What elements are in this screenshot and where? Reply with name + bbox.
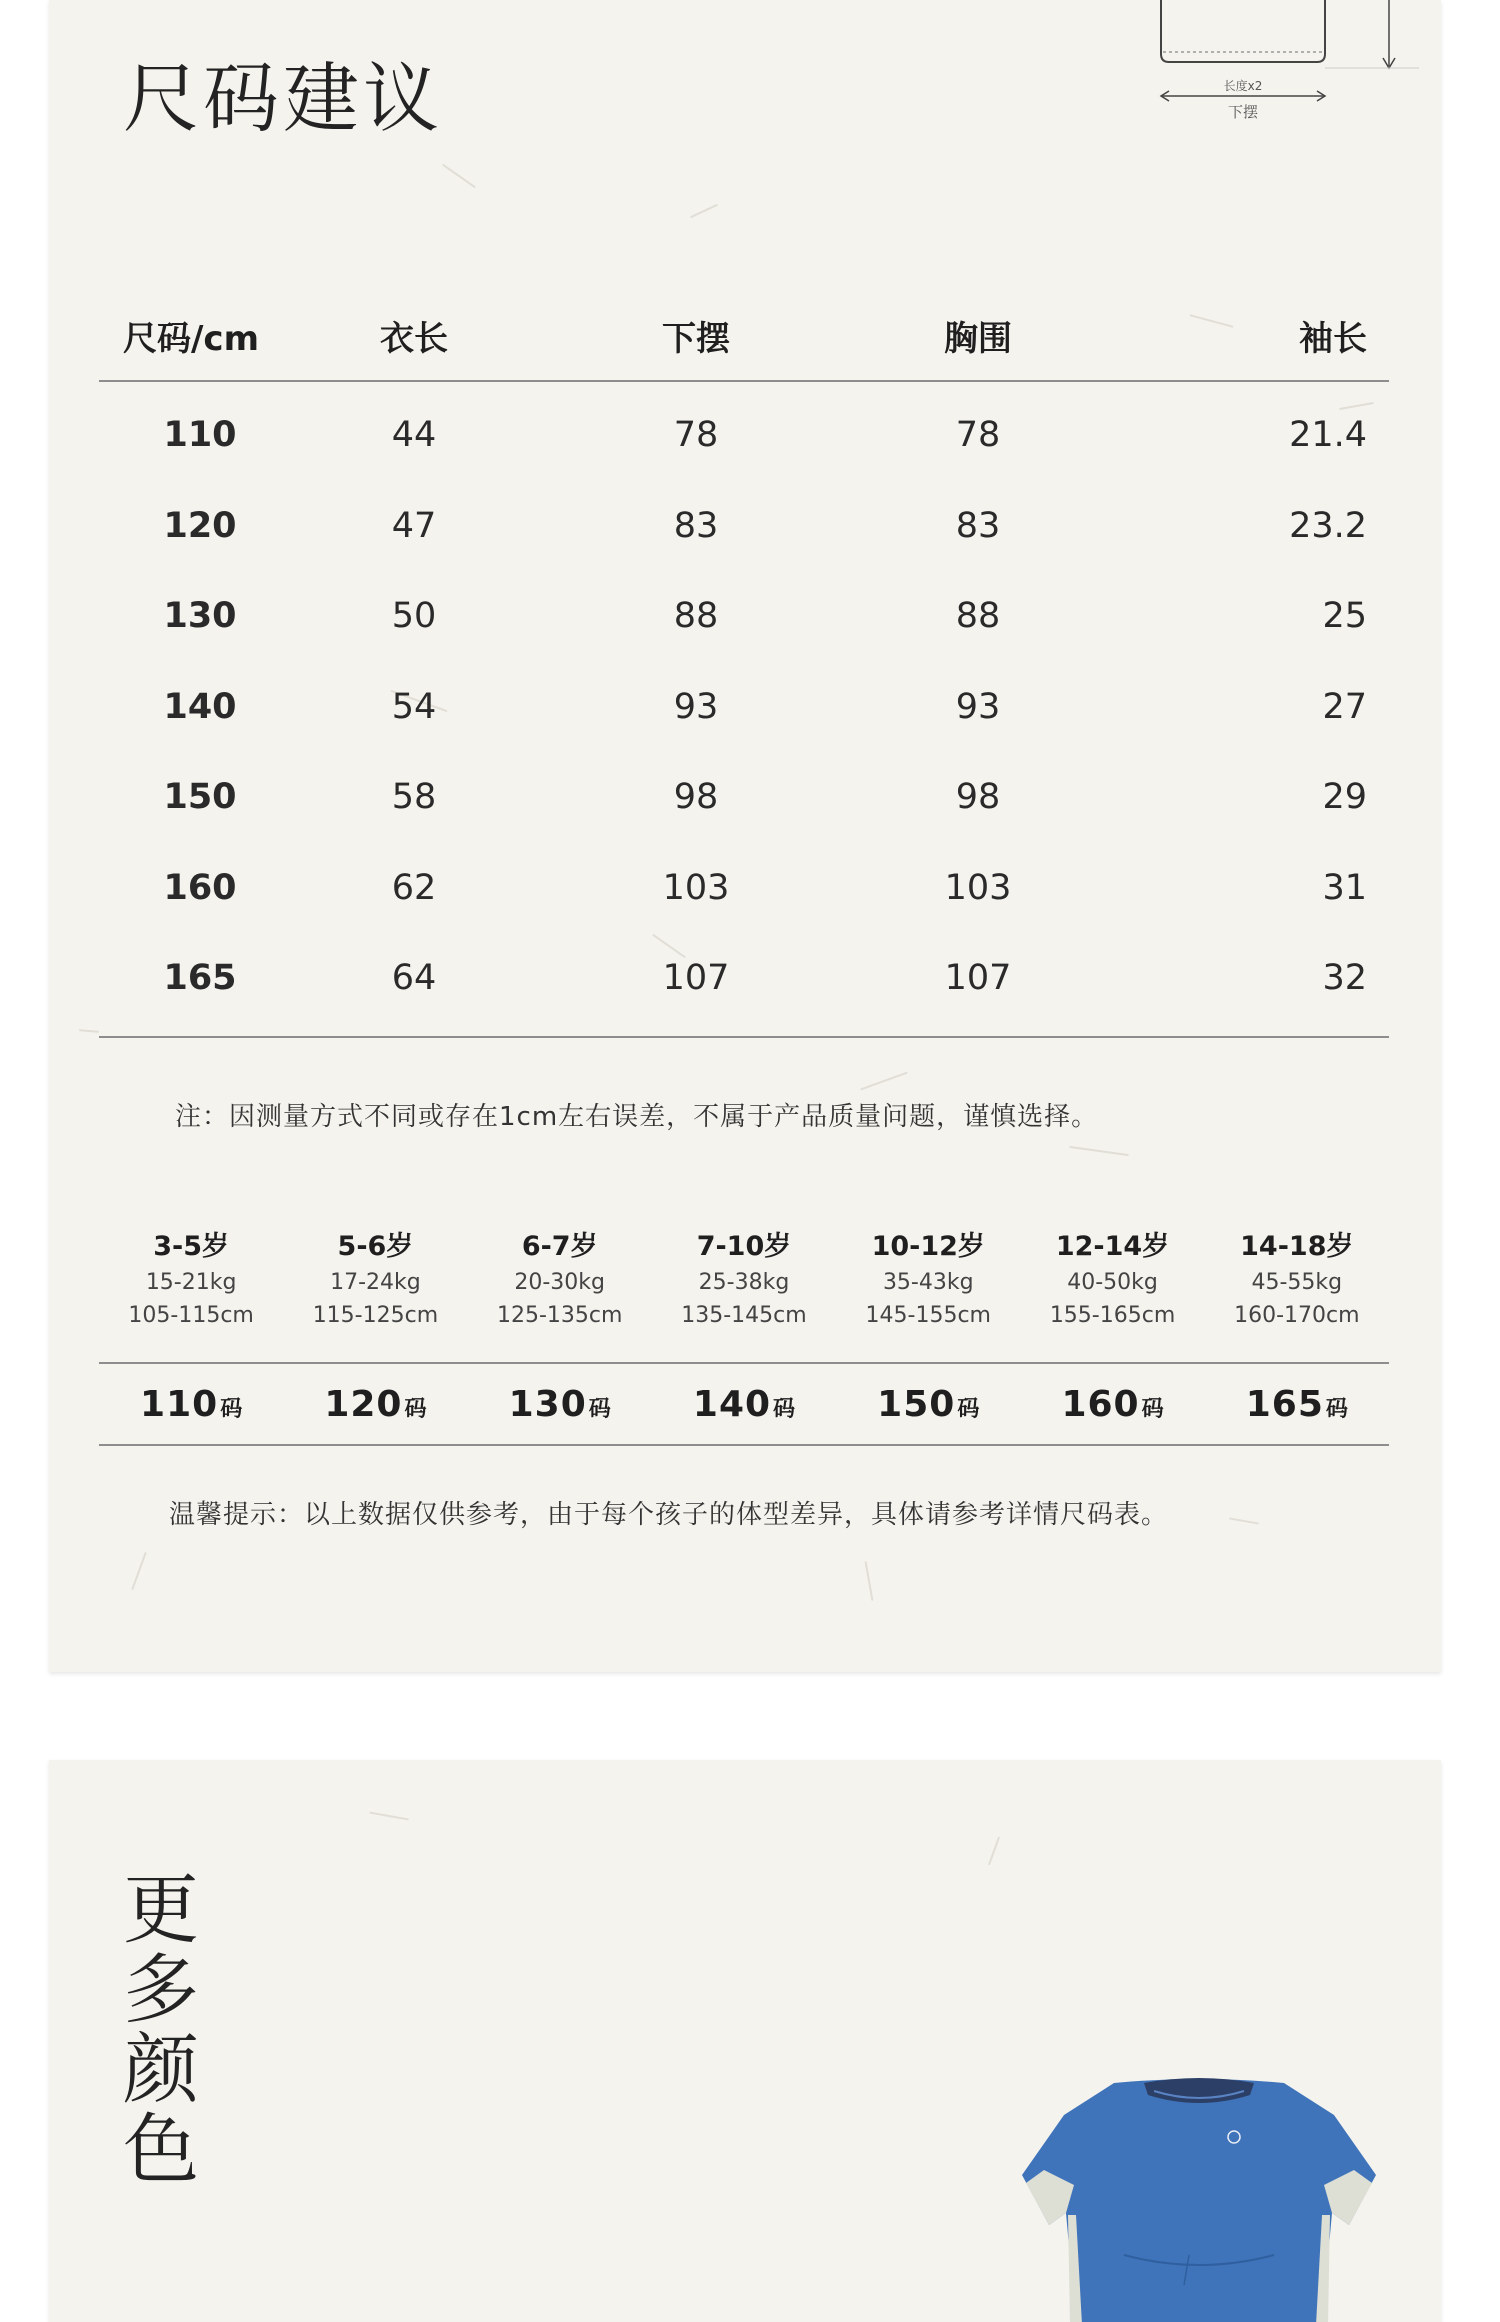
measurement-note: 注：因测量方式不同或存在1cm左右误差，不属于产品质量问题，谨慎选择。: [175, 1102, 1099, 1132]
size-cell: 165: [163, 958, 237, 999]
weight-range: 15-21kg: [145, 1270, 237, 1295]
measure-cell: 47: [391, 505, 437, 546]
hem-measure-label: 长度x2: [1223, 79, 1263, 93]
header-hem: 下摆: [662, 318, 730, 359]
measure-cell: 58: [391, 777, 437, 818]
header-size: 尺码/cm: [123, 318, 259, 359]
size-cell: 130: [163, 596, 237, 637]
size-value: 160: [1061, 1383, 1140, 1425]
measure-cell: 31: [1322, 867, 1367, 908]
age-column: [468, 1210, 652, 1362]
age-range: 6-7岁: [521, 1231, 598, 1262]
size-table-header: [99, 290, 1389, 382]
page-title: 尺码建议: [123, 54, 443, 143]
measure-cell: 78: [673, 415, 719, 456]
height-range: 125-135cm: [496, 1303, 623, 1328]
recommended-size: [1205, 1384, 1389, 1425]
recommended-size: [468, 1384, 652, 1425]
age-range: 14-18岁: [1240, 1231, 1354, 1262]
measure-cell: 23.2: [1289, 505, 1367, 546]
size-table-row: [99, 571, 1389, 662]
measure-cell: 27: [1322, 686, 1367, 727]
height-range: 145-155cm: [865, 1303, 991, 1328]
header-sleeve: 袖长: [1299, 318, 1367, 359]
size-value: 130: [508, 1383, 587, 1425]
age-range: 12-14岁: [1055, 1231, 1170, 1262]
age-column: [283, 1210, 467, 1362]
size-unit: 码: [957, 1396, 980, 1422]
age-range: 3-5岁: [153, 1231, 230, 1262]
age-range: 10-12岁: [871, 1231, 985, 1262]
recommended-size: [652, 1384, 836, 1425]
hem-label: 下摆: [1227, 103, 1259, 121]
height-range: 135-145cm: [681, 1303, 807, 1328]
measure-cell: 88: [673, 596, 719, 637]
size-guide-panel: [49, 0, 1441, 1672]
size-cell: 110: [163, 415, 237, 456]
weight-range: 20-30kg: [514, 1270, 606, 1295]
age-range: 7-10岁: [696, 1231, 792, 1262]
age-column: [836, 1210, 1020, 1362]
weight-range: 17-24kg: [330, 1270, 421, 1295]
weight-range: 45-55kg: [1251, 1270, 1343, 1295]
size-unit: 码: [404, 1396, 427, 1422]
size-table-row: [99, 662, 1389, 753]
size-table-row: [99, 390, 1389, 481]
size-unit: 码: [220, 1396, 243, 1422]
garment-measure-diagram: [1089, 0, 1429, 130]
height-range: 160-170cm: [1234, 1303, 1360, 1328]
measure-cell: 93: [673, 686, 719, 727]
size-table-row: [99, 481, 1389, 572]
measure-cell: 54: [391, 686, 437, 727]
size-value: 140: [692, 1383, 772, 1425]
size-table-row: [99, 843, 1389, 934]
title-char: 多: [123, 1945, 199, 2034]
age-column: [652, 1210, 836, 1362]
measure-cell: 25: [1322, 596, 1367, 637]
size-cell: 140: [163, 686, 237, 727]
size-cell: 150: [163, 777, 237, 818]
measure-cell: 64: [391, 958, 437, 999]
measure-cell: 29: [1322, 777, 1367, 818]
recommended-size: [836, 1384, 1020, 1425]
recommended-size: [283, 1384, 467, 1425]
weight-range: 40-50kg: [1067, 1270, 1158, 1295]
title-char: 色: [123, 2105, 199, 2194]
size-table-row: [99, 933, 1389, 1024]
weight-range: 35-43kg: [882, 1270, 974, 1295]
reference-tip: 温馨提示：以上数据仅供参考，由于每个孩子的体型差异，具体请参考详情尺码表。: [169, 1500, 1169, 1530]
size-table: [99, 290, 1389, 1038]
size-unit: 码: [773, 1396, 796, 1422]
age-column: [99, 1210, 283, 1362]
measure-cell: 98: [673, 777, 719, 818]
height-range: 105-115cm: [128, 1303, 254, 1328]
height-range: 155-165cm: [1049, 1303, 1176, 1328]
age-size-guide: [99, 1210, 1389, 1446]
age-column: [1020, 1210, 1204, 1362]
product-tee-image[interactable]: [1004, 2075, 1394, 2322]
measure-cell: 88: [955, 596, 1001, 637]
measure-cell: 21.4: [1289, 415, 1367, 456]
size-value: 165: [1245, 1383, 1324, 1425]
age-info-row: [99, 1210, 1389, 1364]
measure-cell: 44: [391, 415, 437, 456]
recommended-size: [1020, 1384, 1204, 1425]
size-value: 110: [140, 1383, 219, 1425]
measure-cell: 32: [1322, 958, 1367, 999]
size-unit: 码: [1141, 1396, 1164, 1422]
age-column: [1205, 1210, 1389, 1362]
measure-cell: 98: [955, 777, 1001, 818]
measure-cell: 107: [662, 958, 730, 999]
measure-cell: 78: [955, 415, 1001, 456]
recommended-size-row: [99, 1364, 1389, 1446]
size-unit: 码: [1325, 1396, 1348, 1422]
age-range: 5-6岁: [337, 1231, 414, 1262]
size-unit: 码: [588, 1396, 611, 1422]
size-cell: 160: [163, 867, 237, 908]
measure-cell: 103: [944, 867, 1012, 908]
size-table-row: [99, 752, 1389, 843]
title-char: 更: [123, 1865, 199, 1954]
recommended-size: [99, 1384, 283, 1425]
measure-cell: 103: [662, 867, 730, 908]
size-value: 150: [877, 1383, 956, 1425]
size-value: 120: [324, 1383, 403, 1425]
size-table-body: [99, 382, 1389, 1038]
measure-cell: 62: [391, 867, 437, 908]
height-range: 115-125cm: [312, 1303, 439, 1328]
header-length: 衣长: [380, 318, 448, 359]
weight-range: 25-38kg: [698, 1270, 790, 1295]
more-colors-panel: [49, 1760, 1441, 2322]
section-title-vertical: [121, 1865, 201, 2194]
measure-cell: 107: [944, 958, 1012, 999]
header-chest: 胸围: [944, 318, 1012, 359]
measure-cell: 50: [391, 596, 437, 637]
measure-cell: 83: [673, 505, 719, 546]
measure-cell: 83: [955, 505, 1001, 546]
title-char: 颜: [123, 2025, 199, 2114]
measure-cell: 93: [955, 686, 1001, 727]
size-cell: 120: [163, 505, 237, 546]
